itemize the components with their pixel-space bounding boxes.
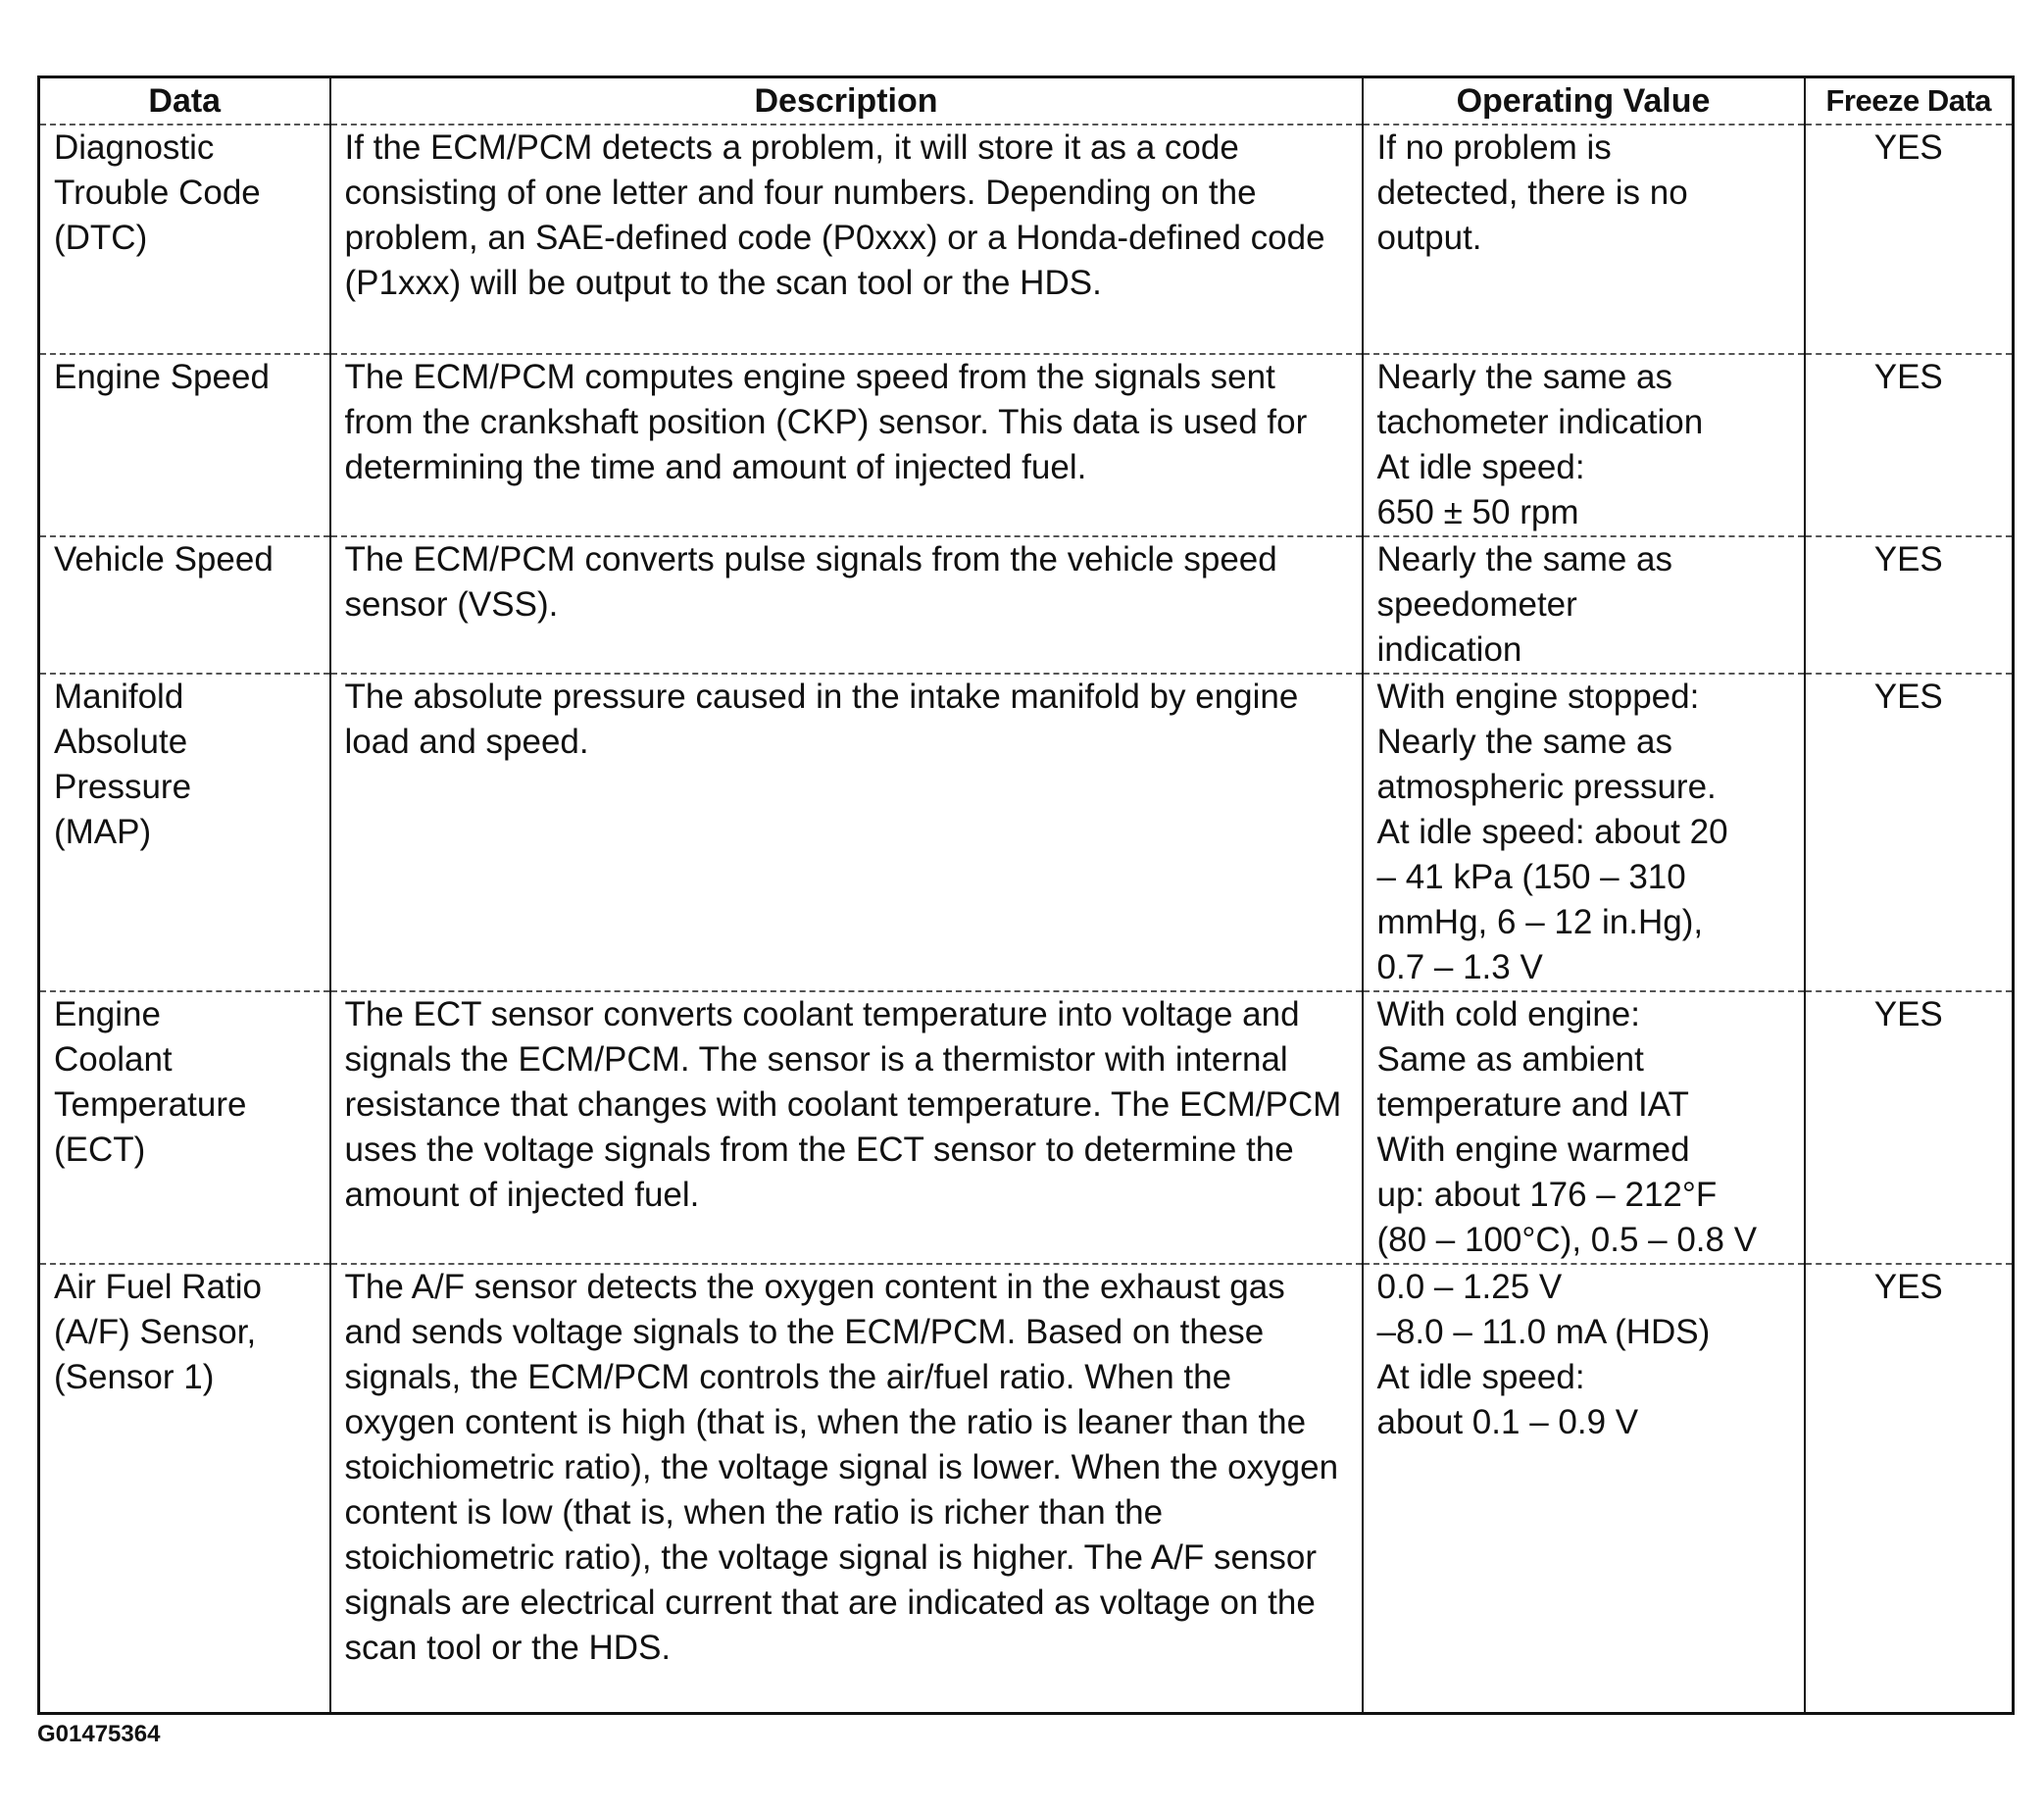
operating-value-cell: If no problem is detected, there is no output.	[1363, 125, 1805, 354]
table-row	[39, 1264, 2014, 1714]
table-row	[39, 674, 2014, 991]
description-cell: The absolute pressure caused in the intake manifold by engine load and speed.	[330, 674, 1363, 991]
freeze-data-cell: YES	[1805, 536, 2014, 674]
description-cell: The A/F sensor detects the oxygen content in the exhaust gas and sends voltage signals to the ECM/PCM. Based on these signals, the ECM/PCM controls the air/fuel ratio. When the oxygen content is high (that is, when the ratio is leaner than the stoichiometric ratio), the voltage signal is lower. When the oxygen content is low (that is, when the ratio is richer than the stoichiometric ratio), the voltage signal is higher. The A/F sensor signals are electrical current that are indicated as voltage on the scan tool or the HDS.	[330, 1264, 1363, 1714]
freeze-data-cell: YES	[1805, 674, 2014, 991]
freeze-data-cell: YES	[1805, 991, 2014, 1264]
description-cell: The ECM/PCM converts pulse signals from the vehicle speed sensor (VSS).	[330, 536, 1363, 674]
freeze-data-cell: YES	[1805, 125, 2014, 354]
figure-id: G01475364	[37, 1721, 161, 1747]
header-description: Description	[330, 77, 1363, 126]
data-cell: Diagnostic Trouble Code (DTC)	[39, 125, 330, 354]
header-row	[39, 77, 2014, 126]
description-cell: The ECT sensor converts coolant temperature into voltage and signals the ECM/PCM. The sensor is a thermistor with internal resistance that changes with coolant temperature. The ECM/PCM uses the voltage signals from the ECT sensor to determine the amount of injected fuel.	[330, 991, 1363, 1264]
data-cell: Engine Speed	[39, 354, 330, 536]
data-cell: Manifold Absolute Pressure (MAP)	[39, 674, 330, 991]
data-cell: Air Fuel Ratio (A/F) Sensor, (Sensor 1)	[39, 1264, 330, 1714]
data-table	[37, 75, 2015, 1715]
operating-value-cell: With cold engine: Same as ambient temperature and IAT With engine warmed up: about 176 – 212°F (80 – 100°C), 0.5 – 0.8 V	[1363, 991, 1805, 1264]
operating-value-cell: 0.0 – 1.25 V –8.0 – 11.0 mA (HDS) At idle speed: about 0.1 – 0.9 V	[1363, 1264, 1805, 1714]
header-freeze-data: Freeze Data	[1805, 77, 2014, 126]
data-cell: Vehicle Speed	[39, 536, 330, 674]
operating-value-cell: With engine stopped: Nearly the same as atmospheric pressure. At idle speed: about 20 – 41 kPa (150 – 310 mmHg, 6 – 12 in.Hg), 0.7 – 1.3 V	[1363, 674, 1805, 991]
operating-value-cell: Nearly the same as speedometer indication	[1363, 536, 1805, 674]
header-data: Data	[39, 77, 330, 126]
description-cell: The ECM/PCM computes engine speed from the signals sent from the crankshaft position (CKP) sensor. This data is used for determining the time and amount of injected fuel.	[330, 354, 1363, 536]
table-row	[39, 125, 2014, 354]
header-operating-value: Operating Value	[1363, 77, 1805, 126]
freeze-data-cell: YES	[1805, 1264, 2014, 1714]
description-cell: If the ECM/PCM detects a problem, it will store it as a code consisting of one letter and four numbers. Depending on the problem, an SAE-defined code (P0xxx) or a Honda-defined code (P1xxx) will be output to the scan tool or the HDS.	[330, 125, 1363, 354]
table-row	[39, 354, 2014, 536]
freeze-data-cell: YES	[1805, 354, 2014, 536]
table-row	[39, 991, 2014, 1264]
table-row	[39, 536, 2014, 674]
data-cell: Engine Coolant Temperature (ECT)	[39, 991, 330, 1264]
operating-value-cell: Nearly the same as tachometer indication At idle speed: 650 ± 50 rpm	[1363, 354, 1805, 536]
